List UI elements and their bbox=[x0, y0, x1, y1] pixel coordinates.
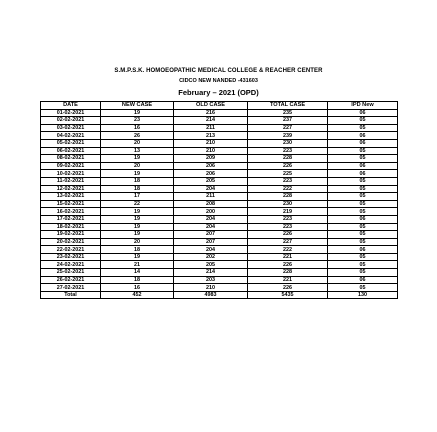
college-name: S.M.P.S.K. HOMOEOPATHIC MEDICAL COLLEGE & REACHER CENTER bbox=[114, 68, 323, 74]
cell-old-case: 213 bbox=[174, 132, 248, 140]
table-row bbox=[41, 170, 398, 178]
cell-ipd-new: 05 bbox=[328, 124, 398, 132]
cell-old-case: 211 bbox=[174, 193, 248, 201]
cell-ipd-new: 05 bbox=[328, 223, 398, 231]
cell-date: 02-02-2021 bbox=[41, 117, 101, 125]
cell-ipd-new: 05 bbox=[328, 185, 398, 193]
cell-ipd-new: 06 bbox=[328, 246, 398, 254]
cell-old-case: 206 bbox=[174, 170, 248, 178]
table-row bbox=[41, 193, 398, 201]
cell-ipd-new: 05 bbox=[328, 261, 398, 269]
cell-total-case: 228 bbox=[248, 155, 328, 163]
cell-new-case: 19 bbox=[101, 223, 174, 231]
table-row bbox=[41, 238, 398, 246]
cell-old-case: 209 bbox=[174, 155, 248, 163]
cell-date: 01-02-2021 bbox=[41, 109, 101, 117]
cell-ipd-new: 05 bbox=[328, 193, 398, 201]
cell-ipd-new: 05 bbox=[328, 177, 398, 185]
cell-date: 18-02-2021 bbox=[41, 223, 101, 231]
cell-new-case: 18 bbox=[101, 276, 174, 284]
cell-ipd-new: 05 bbox=[328, 155, 398, 163]
cell-new-case: 19 bbox=[101, 109, 174, 117]
cell-ipd-new: 06 bbox=[328, 132, 398, 140]
cell-ipd-new: 06 bbox=[328, 139, 398, 147]
cell-date: 27-02-2021 bbox=[41, 284, 101, 292]
table-row bbox=[41, 177, 398, 185]
cell-total-case: 221 bbox=[248, 253, 328, 261]
table-row bbox=[41, 109, 398, 117]
cell-date: 13-02-2021 bbox=[41, 193, 101, 201]
table-row bbox=[41, 269, 398, 277]
cell-ipd-new: 06 bbox=[328, 170, 398, 178]
cell-ipd-new: 05 bbox=[328, 200, 398, 208]
cell-total-case: 223 bbox=[248, 177, 328, 185]
cell-new-case: 19 bbox=[101, 208, 174, 216]
table-row bbox=[41, 147, 398, 155]
cell-old-case: 205 bbox=[174, 261, 248, 269]
cell-new-case: 21 bbox=[101, 261, 174, 269]
table-row bbox=[41, 276, 398, 284]
cell-new-case: 20 bbox=[101, 139, 174, 147]
cell-new-case: 18 bbox=[101, 185, 174, 193]
cell-ipd-new: 05 bbox=[328, 253, 398, 261]
cell-ipd-new: 06 bbox=[328, 276, 398, 284]
table-row bbox=[41, 261, 398, 269]
cell-new-case: 26 bbox=[101, 132, 174, 140]
cell-date: 11-02-2021 bbox=[41, 177, 101, 185]
cell-total-case: 227 bbox=[248, 238, 328, 246]
cell-new-case: 20 bbox=[101, 162, 174, 170]
cell-total-case: 226 bbox=[248, 284, 328, 292]
cell-ipd-new: 05 bbox=[328, 284, 398, 292]
cell-ipd-new: 05 bbox=[328, 147, 398, 155]
cell-date: 06-02-2021 bbox=[41, 147, 101, 155]
cell-new-case: 20 bbox=[101, 238, 174, 246]
cell-total-case: 226 bbox=[248, 162, 328, 170]
table-row bbox=[41, 246, 398, 254]
table-row bbox=[41, 124, 398, 132]
cell-new-case: 18 bbox=[101, 177, 174, 185]
cell-date: 25-02-2021 bbox=[41, 269, 101, 277]
table-row bbox=[41, 139, 398, 147]
cell-date: 20-02-2021 bbox=[41, 238, 101, 246]
cell-total-case: 228 bbox=[248, 269, 328, 277]
cell-date: 17-02-2021 bbox=[41, 215, 101, 223]
cell-old-case: 206 bbox=[174, 162, 248, 170]
table-row bbox=[41, 253, 398, 261]
cell-new-case: 16 bbox=[101, 124, 174, 132]
cell-date: 03-02-2021 bbox=[41, 124, 101, 132]
college-address: CIDCO NEW NANDED -431603 bbox=[179, 78, 258, 84]
cell-new-case: 13 bbox=[101, 147, 174, 155]
cell-new-case: 18 bbox=[101, 246, 174, 254]
cell-old-case: 204 bbox=[174, 223, 248, 231]
table-row bbox=[41, 185, 398, 193]
cell-date: 10-02-2021 bbox=[41, 170, 101, 178]
total-new-case: 452 bbox=[101, 291, 174, 299]
table-row bbox=[41, 284, 398, 292]
cell-old-case: 216 bbox=[174, 109, 248, 117]
cell-new-case: 19 bbox=[101, 253, 174, 261]
table-row bbox=[41, 208, 398, 216]
total-ipd-new: 130 bbox=[328, 291, 398, 299]
col-date-header: DATE bbox=[41, 102, 101, 110]
cell-ipd-new: 06 bbox=[328, 162, 398, 170]
table-row bbox=[41, 162, 398, 170]
cell-old-case: 208 bbox=[174, 200, 248, 208]
cell-total-case: 239 bbox=[248, 132, 328, 140]
cell-date: 24-02-2021 bbox=[41, 261, 101, 269]
cell-new-case: 16 bbox=[101, 284, 174, 292]
cell-old-case: 204 bbox=[174, 185, 248, 193]
cell-old-case: 210 bbox=[174, 139, 248, 147]
cell-date: 26-02-2021 bbox=[41, 276, 101, 284]
cell-new-case: 14 bbox=[101, 269, 174, 277]
cell-total-case: 235 bbox=[248, 109, 328, 117]
cell-old-case: 204 bbox=[174, 215, 248, 223]
cell-total-case: 237 bbox=[248, 117, 328, 125]
cell-old-case: 203 bbox=[174, 276, 248, 284]
cell-date: 19-02-2021 bbox=[41, 231, 101, 239]
table-row bbox=[41, 231, 398, 239]
cell-ipd-new: 05 bbox=[328, 117, 398, 125]
cell-total-case: 228 bbox=[248, 193, 328, 201]
cell-old-case: 207 bbox=[174, 231, 248, 239]
cell-total-case: 223 bbox=[248, 215, 328, 223]
cell-old-case: 210 bbox=[174, 284, 248, 292]
cell-date: 23-02-2021 bbox=[41, 253, 101, 261]
cell-total-case: 226 bbox=[248, 231, 328, 239]
table-header-row bbox=[41, 102, 398, 110]
cell-total-case: 222 bbox=[248, 246, 328, 254]
table-row bbox=[41, 215, 398, 223]
cell-date: 22-02-2021 bbox=[41, 246, 101, 254]
cell-total-case: 226 bbox=[248, 261, 328, 269]
cell-old-case: 210 bbox=[174, 147, 248, 155]
cell-new-case: 23 bbox=[101, 117, 174, 125]
table-row bbox=[41, 200, 398, 208]
table-row bbox=[41, 132, 398, 140]
cell-total-case: 230 bbox=[248, 200, 328, 208]
cell-ipd-new: 05 bbox=[328, 269, 398, 277]
total-old-case: 4983 bbox=[174, 291, 248, 299]
total-row bbox=[41, 291, 398, 299]
report-title: February – 2021 (OPD) bbox=[178, 88, 259, 97]
total-label: Total bbox=[41, 291, 101, 299]
col-ipd-new-header: IPD New bbox=[328, 102, 398, 110]
cell-ipd-new: 05 bbox=[328, 231, 398, 239]
cell-date: 15-02-2021 bbox=[41, 200, 101, 208]
cell-old-case: 207 bbox=[174, 238, 248, 246]
cell-date: 16-02-2021 bbox=[41, 208, 101, 216]
cell-total-case: 227 bbox=[248, 124, 328, 132]
cell-new-case: 19 bbox=[101, 215, 174, 223]
cell-total-case: 219 bbox=[248, 208, 328, 216]
table-row bbox=[41, 223, 398, 231]
cell-ipd-new: 06 bbox=[328, 215, 398, 223]
cell-old-case: 200 bbox=[174, 208, 248, 216]
cell-new-case: 19 bbox=[101, 231, 174, 239]
col-total-case-header: TOTAL CASE bbox=[248, 102, 328, 110]
cell-total-case: 221 bbox=[248, 276, 328, 284]
opd-table bbox=[40, 101, 398, 299]
cell-new-case: 19 bbox=[101, 170, 174, 178]
cell-new-case: 17 bbox=[101, 193, 174, 201]
cell-ipd-new: 06 bbox=[328, 109, 398, 117]
cell-old-case: 202 bbox=[174, 253, 248, 261]
cell-new-case: 19 bbox=[101, 155, 174, 163]
cell-total-case: 225 bbox=[248, 170, 328, 178]
cell-old-case: 214 bbox=[174, 117, 248, 125]
table-row bbox=[41, 155, 398, 163]
cell-new-case: 22 bbox=[101, 200, 174, 208]
cell-total-case: 230 bbox=[248, 139, 328, 147]
cell-date: 12-02-2021 bbox=[41, 185, 101, 193]
cell-total-case: 223 bbox=[248, 223, 328, 231]
cell-date: 09-02-2021 bbox=[41, 162, 101, 170]
total-total-case: 5435 bbox=[248, 291, 328, 299]
cell-date: 04-02-2021 bbox=[41, 132, 101, 140]
cell-ipd-new: 05 bbox=[328, 238, 398, 246]
cell-old-case: 204 bbox=[174, 246, 248, 254]
cell-old-case: 205 bbox=[174, 177, 248, 185]
cell-date: 05-02-2021 bbox=[41, 139, 101, 147]
cell-ipd-new: 05 bbox=[328, 208, 398, 216]
cell-total-case: 223 bbox=[248, 147, 328, 155]
table-row bbox=[41, 117, 398, 125]
col-new-case-header: NEW CASE bbox=[101, 102, 174, 110]
cell-old-case: 211 bbox=[174, 124, 248, 132]
cell-date: 08-02-2021 bbox=[41, 155, 101, 163]
cell-old-case: 214 bbox=[174, 269, 248, 277]
cell-total-case: 222 bbox=[248, 185, 328, 193]
col-old-case-header: OLD CASE bbox=[174, 102, 248, 110]
